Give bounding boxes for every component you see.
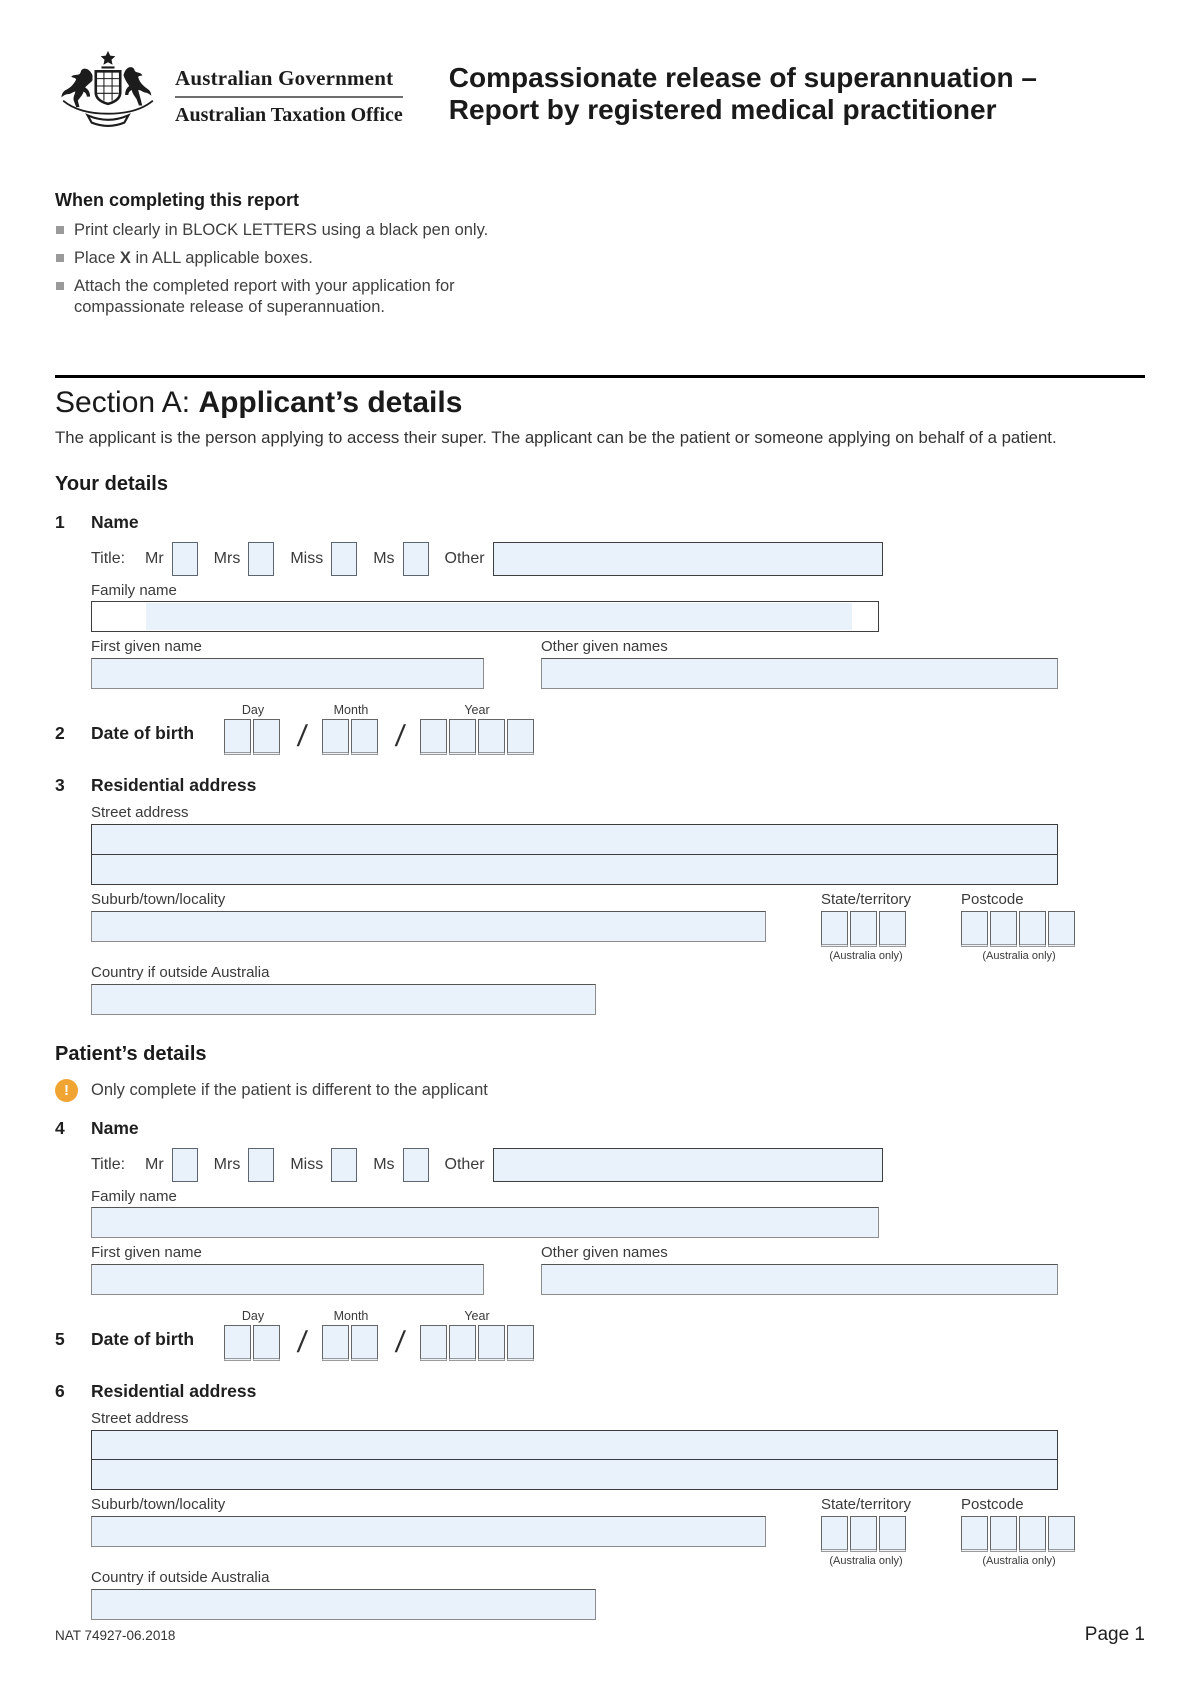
- patient-title-mrs-checkbox[interactable]: [248, 1148, 274, 1182]
- applicant-dob-day-box-1[interactable]: [224, 719, 251, 755]
- applicant-street-address-line2-input[interactable]: [91, 854, 1058, 885]
- section-a-title: Applicant’s details: [198, 386, 463, 420]
- square-bullet-icon: [56, 282, 64, 290]
- government-name: Australian Government: [175, 66, 394, 90]
- applicant-title-mrs-checkbox[interactable]: [248, 542, 274, 576]
- agency-name: Australian Taxation Office: [175, 104, 403, 126]
- applicant-dob-month-box-1[interactable]: [322, 719, 349, 755]
- question-label: Name: [91, 512, 139, 533]
- other-given-names-label: Other given names: [541, 638, 668, 656]
- form-title-line2: Report by registered medical practitioner: [448, 93, 997, 125]
- title-option-label: Miss: [290, 550, 324, 568]
- section-a: [55, 375, 1145, 1620]
- applicant-state-box-1[interactable]: [821, 911, 848, 947]
- completion-instructions: [55, 190, 1145, 319]
- page-header: [55, 50, 1145, 140]
- first-given-name-label: First given name: [91, 1243, 202, 1261]
- patient-postcode-box-1[interactable]: [961, 1516, 988, 1552]
- square-bullet-icon: [56, 254, 64, 262]
- section-a-heading: [55, 386, 1145, 420]
- title-option-label: Miss: [290, 1155, 324, 1173]
- title-option-label: Other: [444, 1155, 485, 1173]
- patient-note-text: Only complete if the patient is different to the applicant: [91, 1080, 488, 1099]
- title-option-label: Mr: [145, 550, 164, 568]
- patient-suburb-input[interactable]: [91, 1516, 766, 1547]
- other-given-names-label: Other given names: [541, 1243, 668, 1261]
- question-label: Date of birth: [91, 723, 195, 744]
- street-address-label: Street address: [91, 804, 189, 822]
- dob-part-labels: [224, 703, 536, 717]
- title-option-label: Ms: [373, 550, 395, 568]
- form-title-line1: Compassionate release of superannuation –: [448, 62, 1037, 93]
- instruction-item: [55, 220, 1145, 242]
- year-label: Year: [464, 1308, 490, 1323]
- state-label: State/territory: [821, 890, 912, 908]
- patient-state-box-1[interactable]: [821, 1516, 848, 1552]
- patient-dob-day-box-2[interactable]: [253, 1325, 280, 1361]
- applicant-first-given-name-input[interactable]: [91, 658, 484, 689]
- applicant-dob-year-box-3[interactable]: [478, 719, 505, 755]
- applicant-dob-year-box-4[interactable]: [507, 719, 534, 755]
- section-a-description: The applicant is the person applying to access their super. The applicant can be the patient or someone applying on behalf of a patient.: [55, 428, 1057, 448]
- postcode-label: Postcode: [961, 890, 1024, 908]
- date-separator: /: [295, 1325, 309, 1359]
- applicant-postcode-box-4[interactable]: [1048, 911, 1075, 947]
- patient-dob-month-box-2[interactable]: [351, 1325, 378, 1361]
- patient-title-row: [91, 1148, 1145, 1182]
- patient-dob-month-box-1[interactable]: [322, 1325, 349, 1361]
- applicant-other-given-names-input[interactable]: [541, 658, 1058, 689]
- australia-only-note: (Australia only): [982, 949, 1056, 962]
- applicant-title-miss-checkbox[interactable]: [331, 542, 357, 576]
- question-number: 4: [55, 1117, 65, 1138]
- square-bullet-icon: [56, 226, 64, 234]
- title-caption: Title:: [91, 550, 126, 568]
- title-option-label: Mrs: [213, 1155, 241, 1173]
- patient-first-given-name-input[interactable]: [91, 1264, 484, 1295]
- applicant-suburb-input[interactable]: [91, 911, 766, 942]
- applicant-country-input[interactable]: [91, 984, 596, 1015]
- instruction-item: [55, 248, 1145, 270]
- question-number: 6: [55, 1380, 65, 1401]
- patient-postcode-box-2[interactable]: [990, 1516, 1017, 1552]
- first-given-name-label: First given name: [91, 638, 202, 656]
- date-separator: /: [295, 720, 309, 754]
- patient-postcode-box-4[interactable]: [1048, 1516, 1075, 1552]
- patient-dob-year-box-3[interactable]: [478, 1325, 505, 1361]
- page-footer: [55, 1624, 1145, 1646]
- applicant-dob-month-box-2[interactable]: [351, 719, 378, 755]
- title-caption: Title:: [91, 1155, 126, 1173]
- your-details-heading: Your details: [55, 473, 168, 496]
- section-a-prefix: Section A:: [55, 386, 191, 420]
- patient-postcode-box-3[interactable]: [1019, 1516, 1046, 1552]
- applicant-dob-year-box-2[interactable]: [449, 719, 476, 755]
- patient-dob-year-box-4[interactable]: [507, 1325, 534, 1361]
- date-separator: /: [393, 1325, 407, 1359]
- government-branding: [175, 66, 403, 127]
- applicant-state-box-3[interactable]: [879, 911, 906, 947]
- applicant-title-row: [91, 542, 1145, 576]
- patient-title-other-input[interactable]: [493, 1148, 883, 1182]
- family-name-label: Family name: [91, 582, 177, 600]
- patient-dob-year-box-1[interactable]: [420, 1325, 447, 1361]
- instruction-item: [55, 276, 1145, 320]
- applicant-title-other-input[interactable]: [493, 542, 883, 576]
- patient-family-name-input[interactable]: [91, 1207, 879, 1238]
- year-label: Year: [464, 703, 490, 718]
- patient-title-mr-checkbox[interactable]: [172, 1148, 198, 1182]
- instruction-text: Print clearly in BLOCK LETTERS using a black pen only.: [74, 221, 489, 239]
- patient-other-given-names-input[interactable]: [541, 1264, 1058, 1295]
- applicant-dob-day-box-2[interactable]: [253, 719, 280, 755]
- title-option-label: Mr: [145, 1155, 164, 1173]
- question-number: 1: [55, 512, 65, 533]
- patient-state-box-3[interactable]: [879, 1516, 906, 1552]
- question-4: [55, 1118, 1145, 1139]
- question-number: 5: [55, 1328, 65, 1349]
- suburb-label: Suburb/town/locality: [91, 890, 226, 908]
- question-3: [55, 775, 1145, 796]
- patient-dob-day-box-1[interactable]: [224, 1325, 251, 1361]
- suburb-label: Suburb/town/locality: [91, 1496, 226, 1514]
- street-address-label: Street address: [91, 1409, 189, 1427]
- day-label: Day: [241, 703, 265, 718]
- branding-divider: [175, 96, 403, 98]
- patient-note: [55, 1079, 1145, 1102]
- question-number: 3: [55, 775, 65, 796]
- question-label: Name: [91, 1117, 139, 1138]
- dob-part-labels: [224, 1309, 536, 1323]
- question-label: Date of birth: [91, 1328, 195, 1349]
- question-number: 2: [55, 723, 65, 744]
- state-label: State/territory: [821, 1496, 912, 1514]
- question-5: [55, 1309, 1145, 1361]
- question-1: [55, 512, 1145, 533]
- instruction-text: Attach the completed report with your application for compassionate release of superannuation.: [74, 276, 455, 317]
- australia-only-note: (Australia only): [829, 1555, 903, 1568]
- australia-only-note: (Australia only): [982, 1555, 1056, 1568]
- coat-of-arms-icon: [55, 50, 161, 140]
- applicant-street-address-line1-input[interactable]: [91, 824, 1058, 855]
- patient-title-ms-checkbox[interactable]: [403, 1148, 429, 1182]
- form-title: [449, 62, 1037, 126]
- family-name-label: Family name: [91, 1187, 177, 1205]
- patient-country-input[interactable]: [91, 1589, 596, 1620]
- month-label: Month: [333, 703, 369, 718]
- patients-details-heading: Patient’s details: [55, 1042, 207, 1065]
- applicant-family-name-field[interactable]: [146, 603, 852, 630]
- month-label: Month: [333, 1308, 369, 1323]
- instruction-text: Place X in ALL applicable boxes.: [74, 248, 313, 267]
- title-option-label: Mrs: [213, 550, 241, 568]
- applicant-state-box-2[interactable]: [850, 911, 877, 947]
- country-label: Country if outside Australia: [91, 963, 270, 981]
- page-number: Page 1: [1084, 1624, 1145, 1645]
- question-label: Residential address: [91, 1380, 257, 1401]
- title-option-label: Ms: [373, 1155, 395, 1173]
- instructions-heading: When completing this report: [55, 190, 300, 210]
- form-number: NAT 74927-06.2018: [55, 1628, 176, 1643]
- applicant-family-name-input[interactable]: [91, 601, 879, 632]
- applicant-title-mr-checkbox[interactable]: [172, 542, 198, 576]
- date-separator: /: [393, 720, 407, 754]
- patient-street-address-line1-input[interactable]: [91, 1430, 1058, 1461]
- country-label: Country if outside Australia: [91, 1569, 270, 1587]
- applicant-dob-year-box-1[interactable]: [420, 719, 447, 755]
- patient-dob-year-box-2[interactable]: [449, 1325, 476, 1361]
- question-6: [55, 1381, 1145, 1402]
- applicant-postcode-box-2[interactable]: [990, 911, 1017, 947]
- warning-icon: !: [55, 1079, 78, 1102]
- day-label: Day: [241, 1308, 265, 1323]
- applicant-postcode-box-3[interactable]: [1019, 911, 1046, 947]
- question-label: Residential address: [91, 775, 257, 796]
- patient-street-address-line2-input[interactable]: [91, 1459, 1058, 1490]
- patient-state-box-2[interactable]: [850, 1516, 877, 1552]
- applicant-postcode-box-1[interactable]: [961, 911, 988, 947]
- title-option-label: Other: [444, 550, 485, 568]
- patient-title-miss-checkbox[interactable]: [331, 1148, 357, 1182]
- question-2: [55, 703, 1145, 755]
- postcode-label: Postcode: [961, 1496, 1024, 1514]
- australia-only-note: (Australia only): [829, 949, 903, 962]
- applicant-title-ms-checkbox[interactable]: [403, 542, 429, 576]
